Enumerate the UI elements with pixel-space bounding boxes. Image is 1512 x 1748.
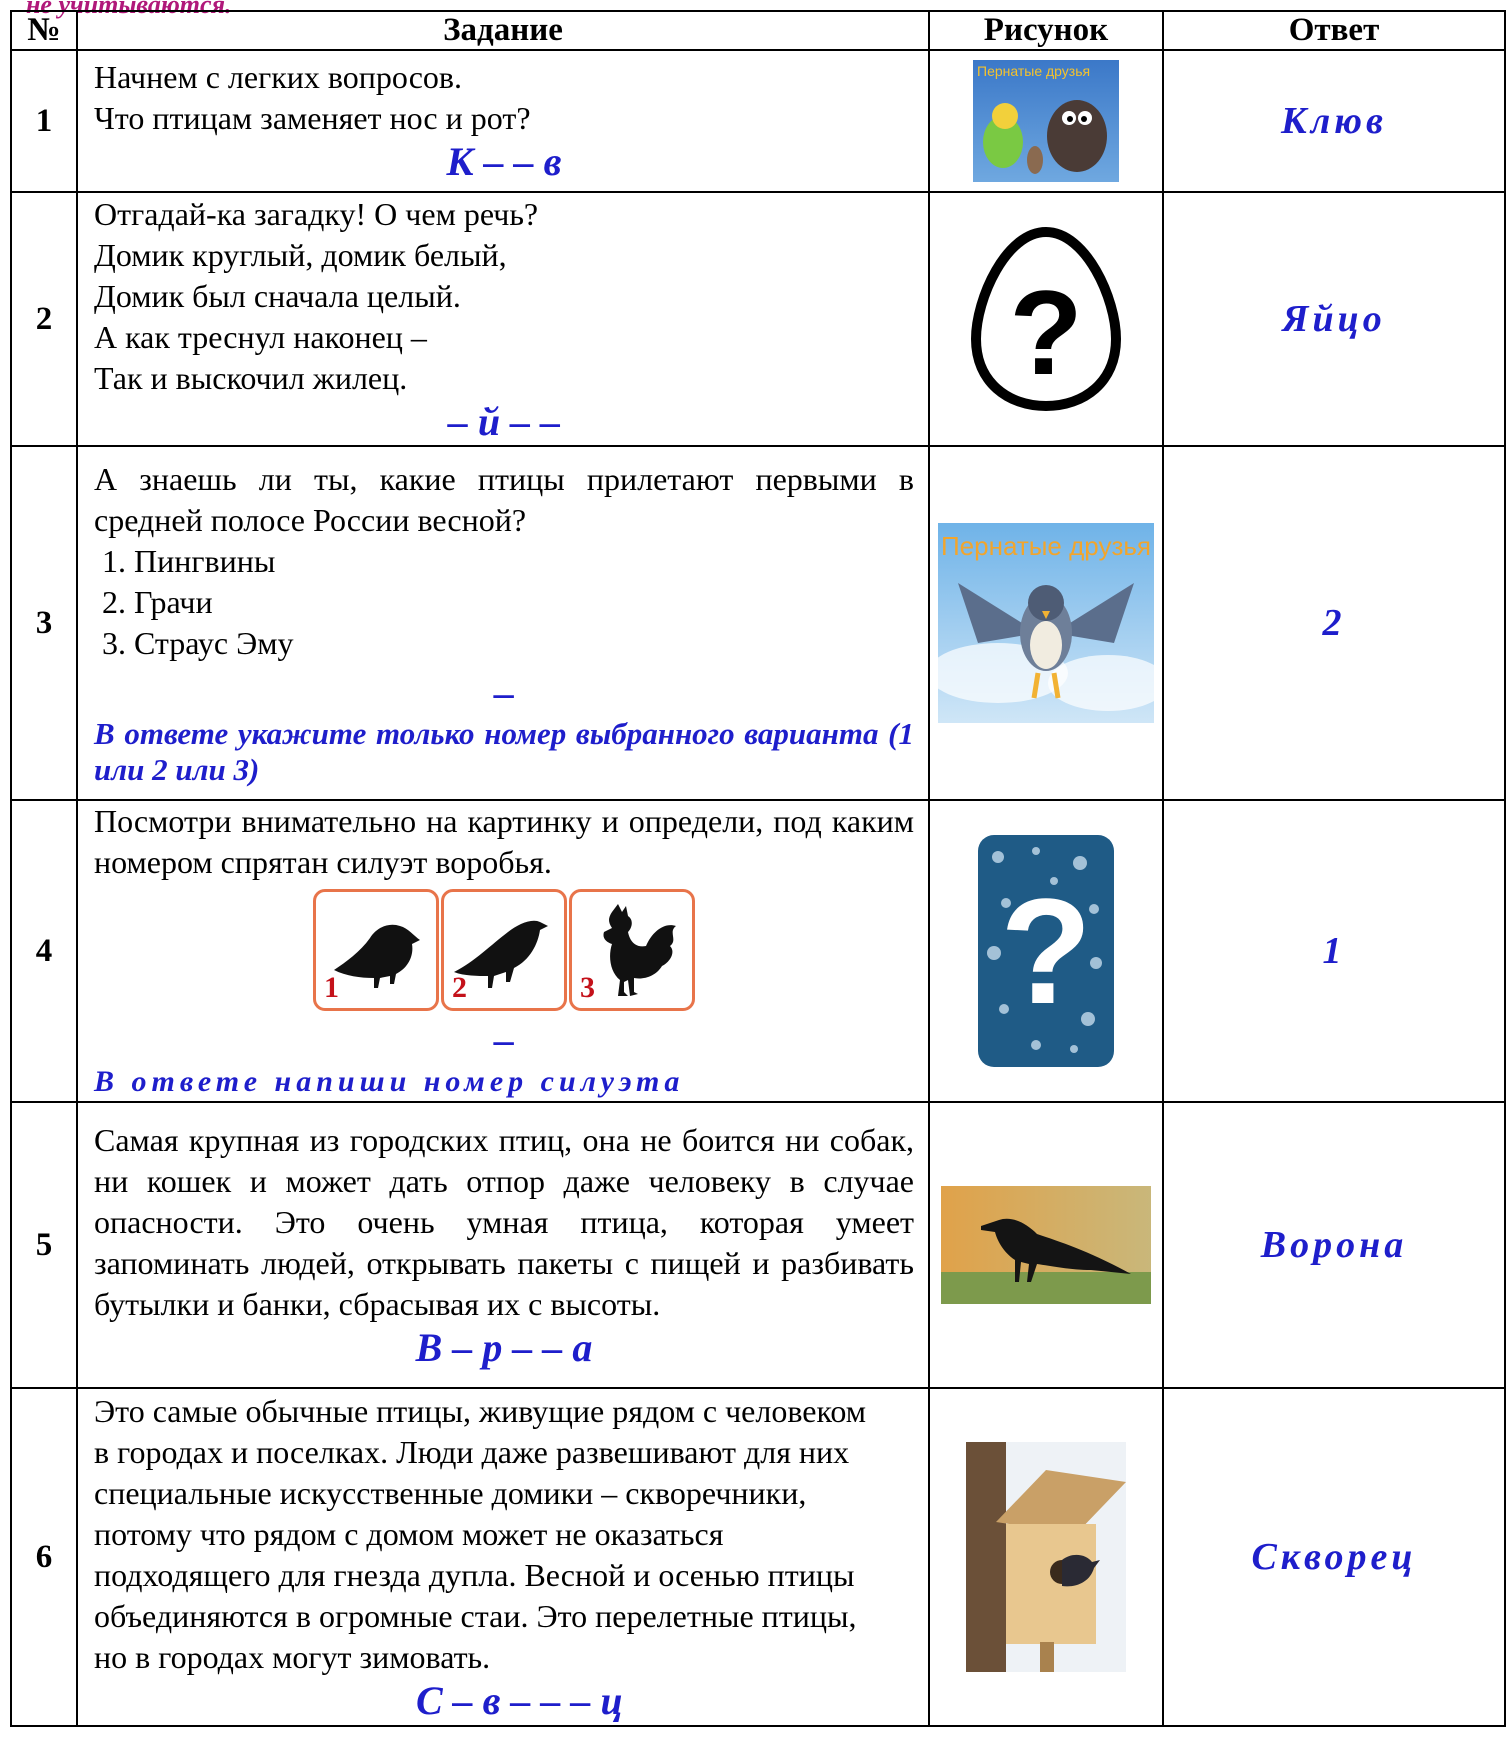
egg-question-icon — [966, 224, 1126, 414]
option-item: 1. Пингвины — [102, 542, 276, 579]
quiz-table — [10, 10, 1506, 1727]
header-picture: Рисунок — [929, 11, 1163, 50]
question-mark: ? — [1000, 867, 1092, 1035]
answer-cell: 1 — [1163, 800, 1505, 1102]
row-number: 4 — [11, 800, 77, 1102]
starling-birdhouse-photo — [966, 1442, 1126, 1672]
answer-hint: – й – – — [447, 398, 561, 444]
silhouette-card — [441, 889, 567, 1011]
table-row — [11, 1388, 1505, 1726]
task-line: Домик был сначала целый. — [94, 277, 461, 314]
task-line: Посмотри внимательно на картинку и определи, под каким номером спрятан силуэт воробья. — [94, 803, 914, 880]
question-mark: ? — [1009, 266, 1083, 400]
answer-instruction: В ответе напиши номер силуэта — [94, 1065, 685, 1098]
answer-cell: Клюв — [1163, 50, 1505, 192]
answer-cell: Скворец — [1163, 1388, 1505, 1726]
header-task: Задание — [77, 11, 929, 50]
table-row — [11, 50, 1505, 192]
task-line: специальные искусственные домики – скворечники, — [94, 1474, 807, 1511]
silhouette-card — [569, 889, 695, 1011]
picture-cell — [929, 800, 1163, 1102]
task-cell — [77, 446, 929, 800]
task-line: Так и выскочил жилец. — [94, 359, 408, 396]
task-line: Что птицам заменяет нос и рот? — [94, 100, 531, 136]
table-row — [11, 800, 1505, 1102]
answer-hint: В – р – – а — [415, 1324, 593, 1370]
task-line: в городах и поселках. Люди даже развешивают для них — [94, 1433, 850, 1470]
crow-photo — [941, 1186, 1151, 1304]
answer-cell: Яйцо — [1163, 192, 1505, 446]
answer-hint: – — [494, 669, 514, 715]
table-row — [11, 446, 1505, 800]
card-number: 1 — [324, 971, 339, 1004]
task-line: Отгадай-ка загадку! О чем речь? — [94, 195, 539, 232]
task-line: А как треснул наконец – — [94, 318, 427, 355]
answer-hint: К – – в — [446, 139, 562, 184]
answer-cell: Ворона — [1163, 1102, 1505, 1388]
row-number: 2 — [11, 192, 77, 446]
task-cell — [77, 1388, 929, 1726]
picture-cell — [929, 1388, 1163, 1726]
top-note: не учитываются. — [26, 0, 232, 19]
task-cell — [77, 800, 929, 1102]
answer-hint: – — [494, 1017, 514, 1062]
feathered-friends-falcon-image — [938, 523, 1154, 723]
task-cell — [77, 192, 929, 446]
card-number: 2 — [452, 971, 467, 1004]
picture-cell — [929, 192, 1163, 446]
row-number: 1 — [11, 50, 77, 192]
picture-cell — [929, 446, 1163, 800]
picture-cell — [929, 50, 1163, 192]
picture-cell — [929, 1102, 1163, 1388]
silhouette-card — [313, 889, 439, 1011]
card-number: 3 — [580, 971, 595, 1004]
row-number: 6 — [11, 1388, 77, 1726]
header-num: № — [11, 11, 77, 50]
table-row — [11, 1102, 1505, 1388]
row-number: 3 — [11, 446, 77, 800]
task-line: Домик круглый, домик белый, — [94, 236, 507, 273]
poster-title: Пернатые друзья — [940, 531, 1152, 561]
silhouette-cards — [94, 889, 914, 1011]
task-line: Начнем с легких вопросов. — [94, 59, 462, 95]
task-line: но в городах могут зимовать. — [94, 1638, 491, 1675]
task-line: Самая крупная из городских птиц, она не боится ни собак, ни кошек и может дать отпор даже человеку в случае опасности. Это очень умная птица, которая умеет запоминать людей, открывать пакеты с пищей и разбивать бутылки и банки, сбрасывая их с высоты. — [94, 1121, 914, 1322]
table-row — [11, 192, 1505, 446]
answer-instruction: В ответе укажите только номер выбранного варианта (1 или 2 или 3) — [94, 715, 914, 787]
header-answer: Ответ — [1163, 11, 1505, 50]
task-line: А знаешь ли ты, какие птицы прилетают первыми в средней полосе России весной? — [94, 460, 914, 538]
task-line: Это самые обычные птицы, живущие рядом с человеком — [94, 1392, 867, 1429]
feathered-friends-poster-image — [973, 60, 1119, 182]
task-line: подходящего для гнезда дупла. Весной и осенью птицы — [94, 1556, 855, 1593]
task-line: потому что рядом с домом может не оказаться — [94, 1515, 724, 1552]
answer-cell: 2 — [1163, 446, 1505, 800]
snowflake-question-card-image — [976, 833, 1116, 1069]
option-item: 3. Страус Эму — [102, 624, 294, 661]
answer-hint: С – в – – – ц — [416, 1677, 623, 1723]
task-line: объединяются в огромные стаи. Это перелетные птицы, — [94, 1597, 857, 1634]
option-item: 2. Грачи — [102, 583, 213, 620]
task-cell — [77, 50, 929, 192]
task-cell — [77, 1102, 929, 1388]
poster-title: Пернатые друзья — [977, 63, 1091, 79]
header-row — [11, 11, 1505, 50]
row-number: 5 — [11, 1102, 77, 1388]
